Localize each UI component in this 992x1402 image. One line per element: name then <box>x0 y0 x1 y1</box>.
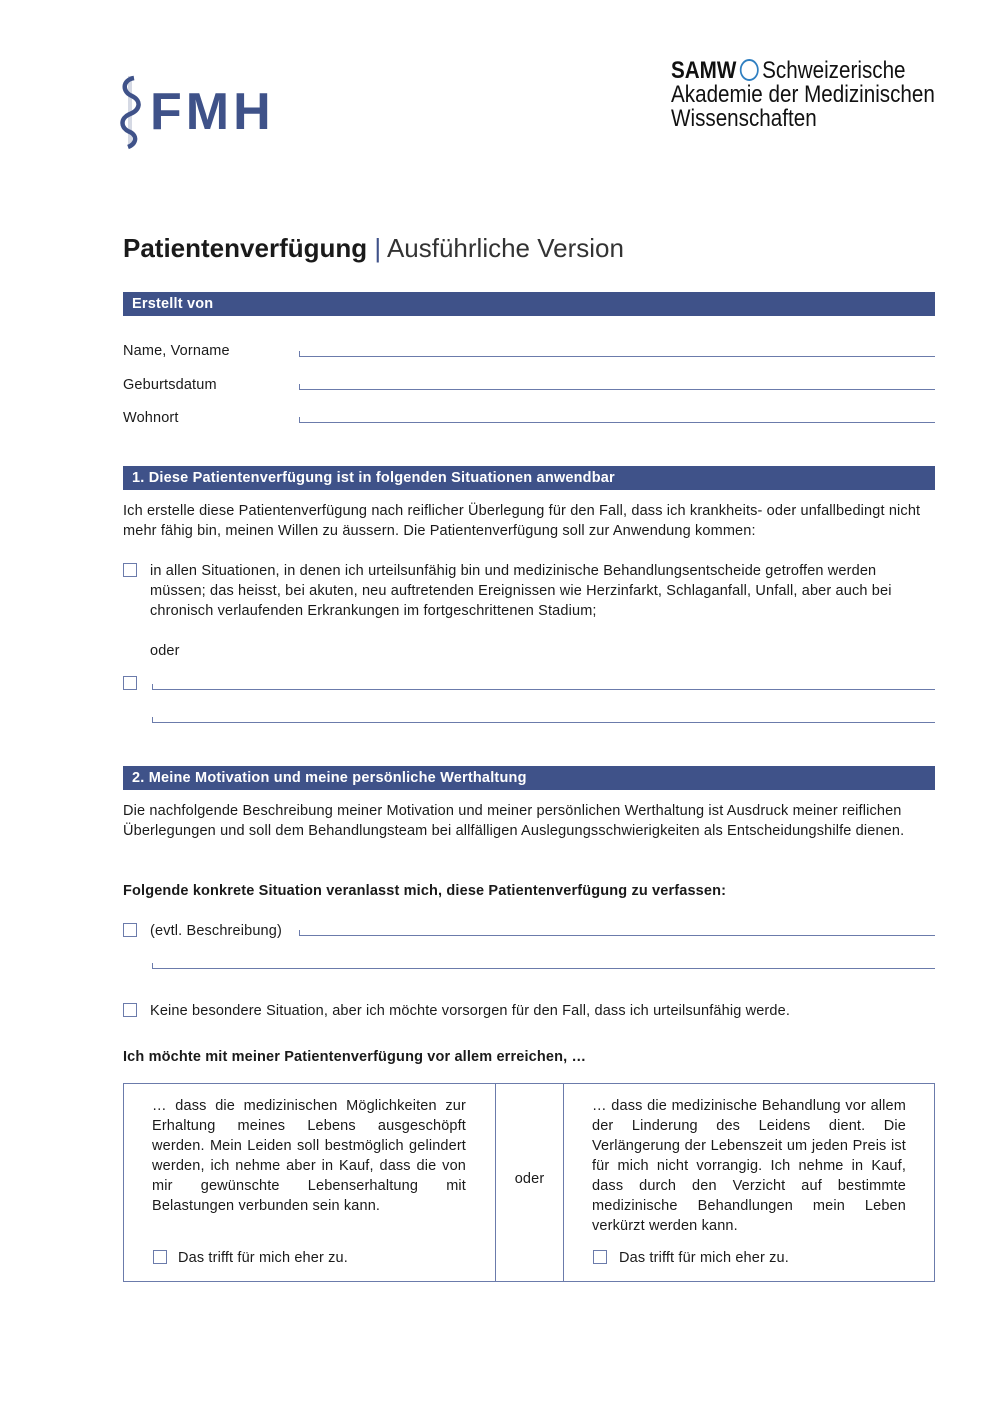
goal-or-label: oder <box>514 1171 545 1187</box>
samw-line1: Schweizerische <box>762 57 906 84</box>
birthdate-field[interactable] <box>299 389 935 390</box>
agree-right-label: Das trifft für mich eher zu. <box>619 1250 789 1266</box>
goal-left-text: … dass die medizinischen Möglichkeiten zur Erhaltung meines Lebens ausgeschöpft werden. Mein Leiden soll bestmöglich gelindert werden, ich nehme aber in Kauf, dass die von mir gewünschte Lebenserhaltung mit Belastungen verbunden sein kann. <box>152 1098 466 1214</box>
residence-field[interactable] <box>299 422 935 423</box>
custom-situation-field-1[interactable] <box>152 689 935 690</box>
checkbox-goal-right[interactable] <box>593 1250 607 1264</box>
page-title <box>123 232 624 264</box>
label-residence: Wohnort <box>123 410 179 426</box>
agree-left-label: Das trifft für mich eher zu. <box>178 1250 348 1266</box>
option-description: (evtl. Beschreibung) <box>150 923 282 939</box>
samw-abbr: SAMW <box>671 57 737 84</box>
goal-right-text: … dass die medizinische Behandlung vor allem der Linderung des Leidens dient. Die Verlängerung der Lebenszeit um jeden Preis ist für mich nicht vorrangig. Ich nehme in Kauf, dass durch den Verzicht auf bestimmte medizinische Behandlungen mein Leben verkürzt werden kann. <box>592 1098 906 1234</box>
section-header-created-by: Erstellt von <box>123 292 935 316</box>
samw-seal-icon <box>740 59 759 81</box>
checkbox-all-situations[interactable] <box>123 563 137 577</box>
title-separator: | <box>374 233 382 263</box>
name-field[interactable] <box>299 356 935 357</box>
fmh-logo <box>118 74 275 150</box>
checkbox-goal-left[interactable] <box>153 1250 167 1264</box>
section-header-1: 1. Diese Patientenverfügung ist in folgenden Situationen anwendbar <box>123 466 935 490</box>
option-all-situations: in allen Situationen, in denen ich urteilsunfähig bin und medizinische Behandlungsentscheide getroffen werden müssen; das heisst, bei akuten, neu auftretenden Ereignissen wie Herzinfarkt, Schlaganfall, Unfall, aber auch bei chronisch verlaufenden Erkrankungen im fortgeschrittenen Stadium; <box>150 563 892 619</box>
custom-situation-field-2[interactable] <box>152 722 935 723</box>
checkbox-description[interactable] <box>123 923 137 937</box>
label-birthdate: Geburtsdatum <box>123 377 217 393</box>
samw-line2: Akademie der Medizinischen <box>671 81 935 108</box>
section2-intro: Die nachfolgende Beschreibung meiner Motivation und meiner persönlichen Werthaltung ist Ausdruck meiner reiflichen Überlegungen und soll dem Behandlungsteam bei allfälligen Auslegungsschwierigkeiten als Entscheidungshilfe dienen. <box>123 803 905 839</box>
checkbox-custom-situation[interactable] <box>123 676 137 690</box>
goal-table <box>123 1083 935 1282</box>
or-label: oder <box>150 643 180 659</box>
samw-line3: Wissenschaften <box>671 105 817 132</box>
label-name: Name, Vorname <box>123 343 230 359</box>
option-no-situation: Keine besondere Situation, aber ich möchte vorsorgen für den Fall, dass ich urteilsunfähig werde. <box>150 1003 791 1019</box>
section1-intro: Ich erstelle diese Patientenverfügung nach reiflicher Überlegung für den Fall, dass ich krankheits- oder unfallbedingt nicht mehr fähig bin, meinen Willen zu äussern. Die Patientenverfügung soll zur Anwendung kommen: <box>123 503 921 539</box>
goal-heading: Ich möchte mit meiner Patientenverfügung vor allem erreichen, … <box>123 1049 587 1065</box>
description-field-2[interactable] <box>152 968 935 969</box>
title-sub: Ausführliche Version <box>386 233 624 263</box>
divider <box>563 1084 564 1281</box>
description-field-1[interactable] <box>299 935 935 936</box>
situation-heading: Folgende konkrete Situation veranlasst mich, diese Patientenverfügung zu verfassen: <box>123 883 727 899</box>
samw-logo <box>671 59 935 131</box>
aesculap-staff-icon <box>118 74 144 150</box>
title-main: Patientenverfügung <box>123 233 368 263</box>
section-header-2: 2. Meine Motivation und meine persönliche Werthaltung <box>123 766 935 790</box>
checkbox-no-situation[interactable] <box>123 1003 137 1017</box>
fmh-logo-text: FMH <box>150 83 275 141</box>
